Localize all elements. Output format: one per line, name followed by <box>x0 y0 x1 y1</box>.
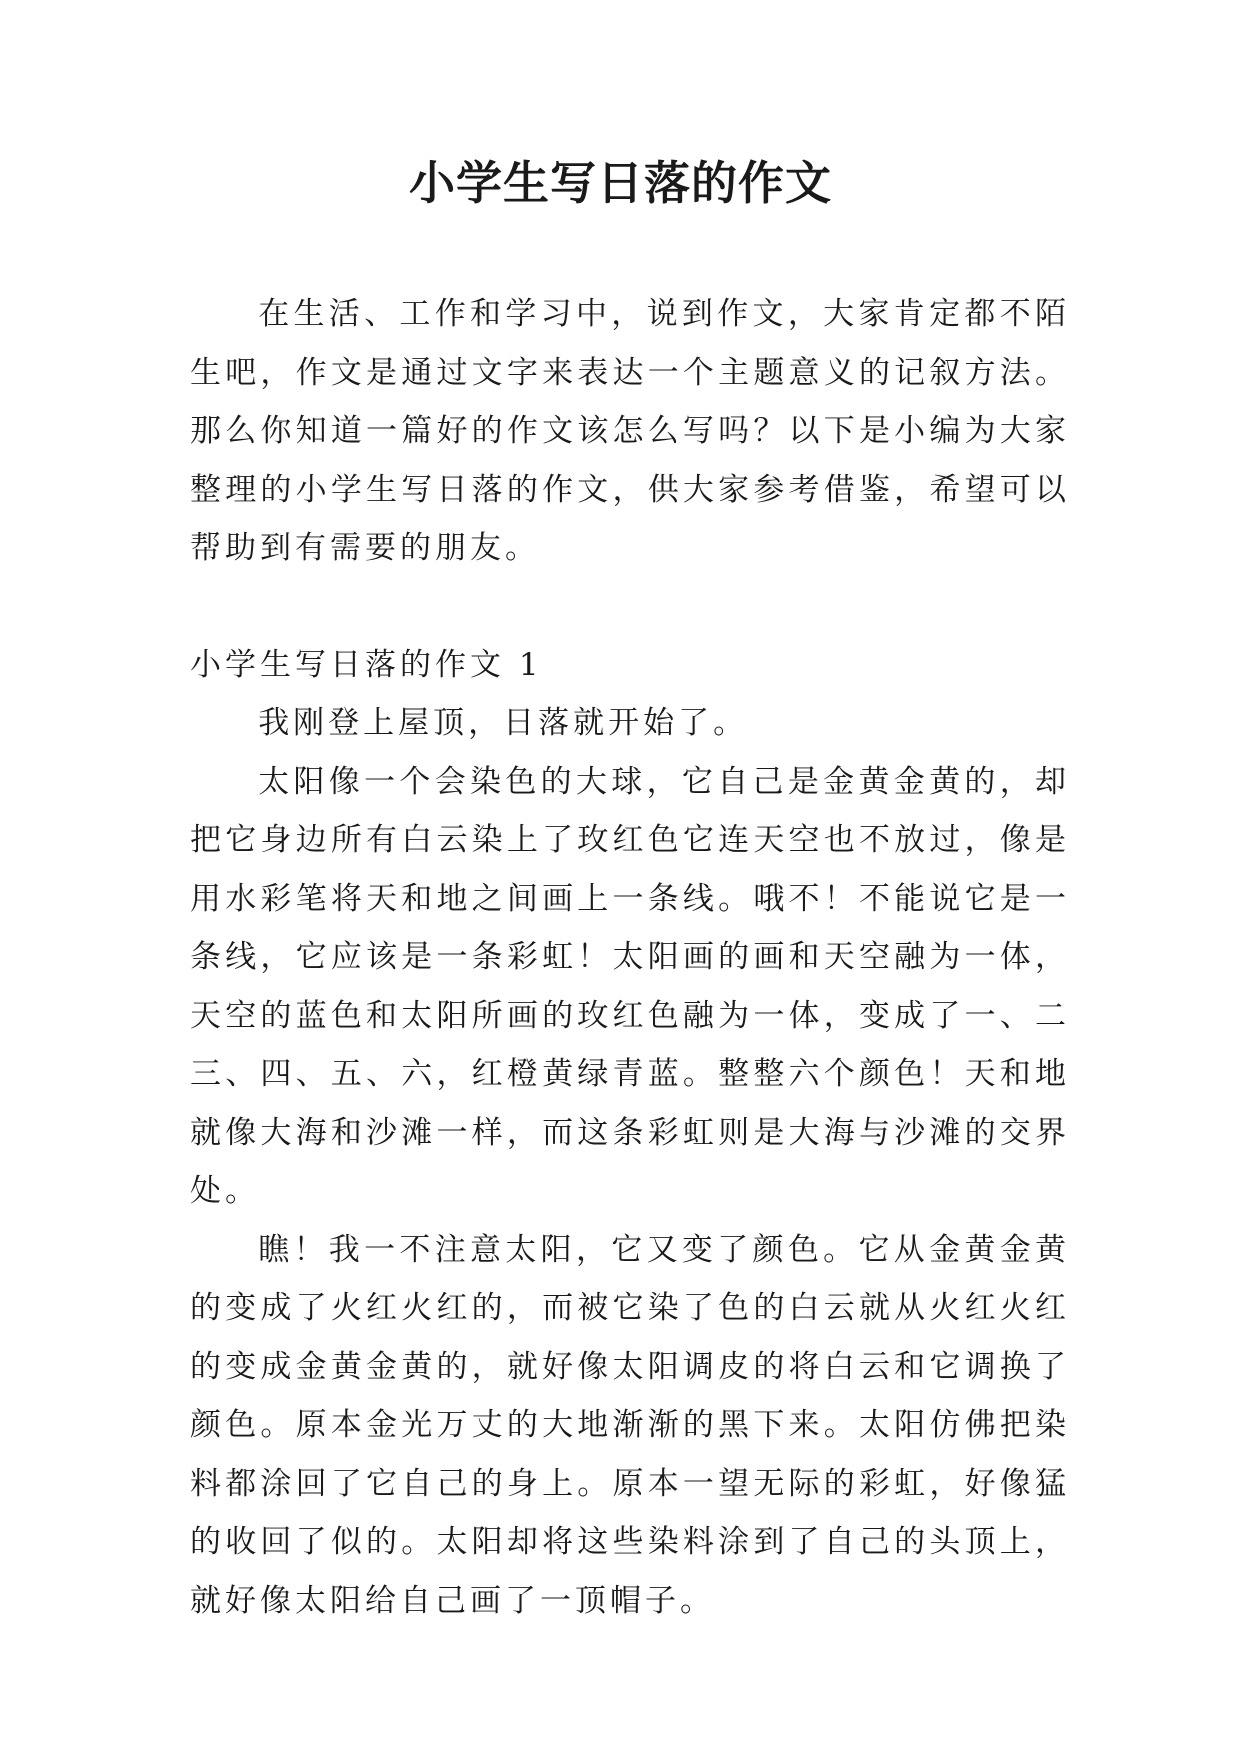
document-body <box>190 285 1070 1630</box>
body-paragraph-1: 我刚登上屋顶，日落就开始了。 <box>258 705 749 741</box>
intro-paragraph: 在生活、工作和学习中，说到作文，大家肯定都不陌生吧，作文是通过文字来表达一个主题意义的记叙方法。那么你知道一篇好的作文该怎么写吗？以下是小编为大家整理的小学生写日落的作文，供大家参考借鉴，希望可以帮助到有需要的朋友。 <box>190 296 1070 566</box>
body-paragraph-3: 瞧！我一不注意太阳，它又变了颜色。它从金黄金黄的变成了火红火红的，而被它染了色的白云就从火红火红的变成金黄金黄的，就好像太阳调皮的将白云和它调换了颜色。原本金光万丈的大地渐渐的黑下来。太阳仿佛把染料都涂回了它自己的身上。原本一望无际的彩虹，好像猛的收回了似的。太阳却将这些染料涂到了自己的头顶上，就好像太阳给自己画了一顶帽子。 <box>190 1231 1070 1619</box>
document-title: 小学生写日落的作文 <box>409 156 832 210</box>
body-paragraph-2: 太阳像一个会染色的大球，它自己是金黄金黄的，却把它身边所有白云染上了玫红色它连天空也不放过，像是用水彩笔将天和地之间画上一条线。哦不！不能说它是一条线，它应该是一条彩虹！太阳画的画和天空融为一体，天空的蓝色和太阳所画的玫红色融为一体，变成了一、二三、四、五、六，红橙黄绿青蓝。整整六个颜色！天和地就像大海和沙滩一样，而这条彩虹则是大海与沙滩的交界处。 <box>190 763 1070 1209</box>
section-heading: 小学生写日落的作文 1 <box>190 646 543 683</box>
